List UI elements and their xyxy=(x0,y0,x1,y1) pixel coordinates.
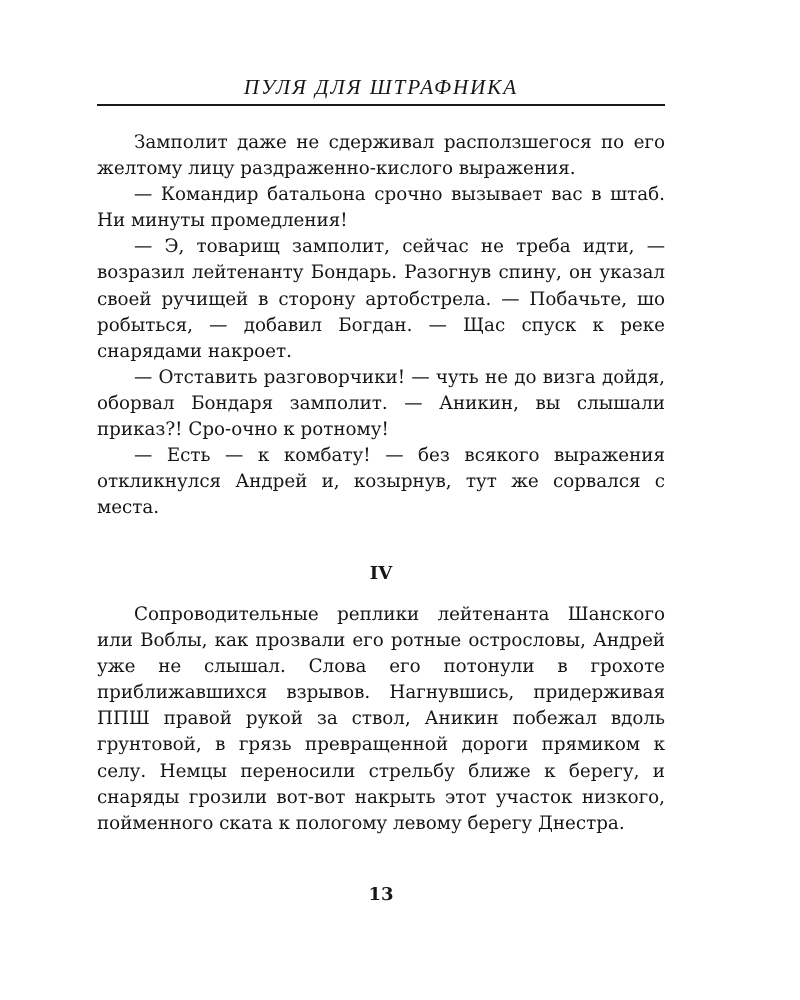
running-head: ПУЛЯ ДЛЯ ШТРАФНИКА xyxy=(243,75,519,99)
text-section-two xyxy=(97,602,665,837)
paragraph: Замполит даже не сдерживал расползшегося по его желтому лицу раздраженно-кислого выражения. xyxy=(97,132,665,180)
paragraph: — Э, товарищ замполит, сейчас не треба идти, — возразил лейтенанту Бондарь. Разогнув спину, он указал своей ручищей в сторону артобстрела. — Побачьте, шо робыться, — добавил Богдан. — Щас спуск к реке снарядами накроет. xyxy=(97,236,665,362)
page-number: 13 xyxy=(368,884,394,905)
paragraph: — Командир батальона срочно вызывает вас в штаб. Ни минуты промедления! xyxy=(97,184,665,232)
text-section-one xyxy=(97,130,665,521)
chapter-heading: IV xyxy=(369,563,393,584)
paragraph: — Отставить разговорчики! — чуть не до визга дойдя, оборвал Бондаря замполит. — Аникин, вы слышали приказ?! Сро-очно к ротному! xyxy=(97,366,665,441)
paragraph: Сопроводительные реплики лейтенанта Шанского или Воблы, как прозвали его ротные острословы, Андрей уже не слышал. Слова его потонули в грохоте приближавшихся взрывов. Нагнувшись, придерживая ППШ правой рукой за ствол, Аникин побежал вдоль грунтовой, в грязь превращенной дороги прямиком к селу. Немцы переносили стрельбу ближе к берегу, и снаряды грозили вот-вот накрыть этот участок низкого, пойменного ската к пологому левому берегу Днестра. xyxy=(97,604,665,834)
paragraph: — Есть — к комбату! — без всякого выражения откликнулся Андрей и, козырнув, тут же сорвался с места. xyxy=(97,445,665,519)
header-rule xyxy=(97,104,665,106)
